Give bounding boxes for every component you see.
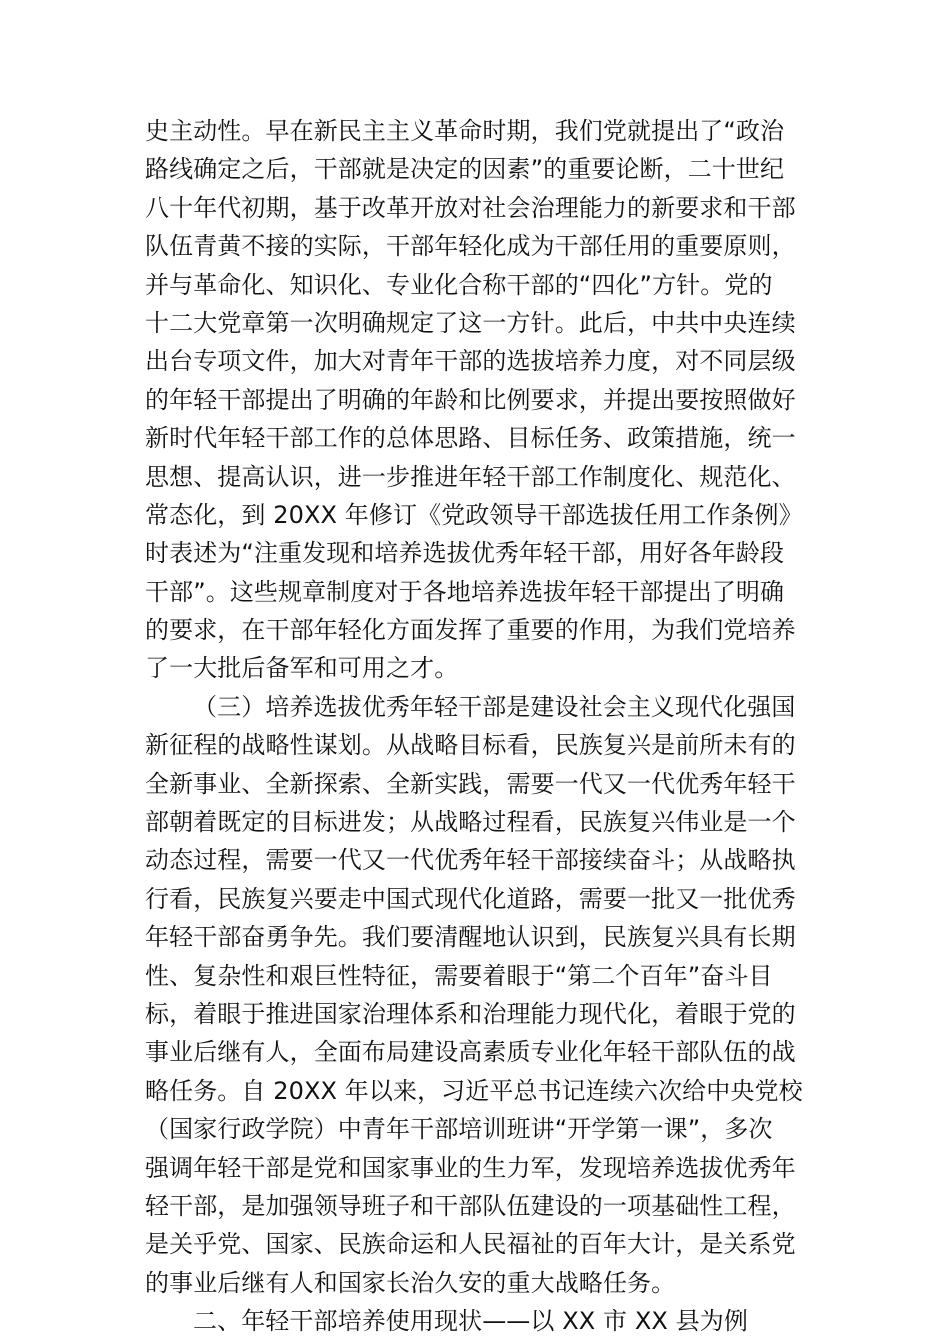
- paragraph-line: 全新事业、全新探索、全新实践，需要一代又一代优秀年轻干: [145, 769, 796, 798]
- paragraph-line: 动态过程，需要一代又一代优秀年轻干部接续奋斗；从战略执: [145, 846, 796, 875]
- paragraph-line: 的要求，在干部年轻化方面发挥了重要的作用，为我们党培养: [145, 616, 796, 645]
- paragraph-line: 标，着眼于推进国家治理体系和治理能力现代化，着眼于党的: [145, 999, 796, 1028]
- paragraph-line: 干部”。这些规章制度对于各地培养选拔年轻干部提出了明确: [145, 577, 785, 606]
- paragraph-line: 新时代年轻干部工作的总体思路、目标任务、政策措施，统一: [145, 424, 796, 453]
- paragraph-line: 事业后继有人，全面布局建设高素质专业化年轻干部队伍的战: [145, 1038, 796, 1067]
- paragraph-line: 史主动性。早在新民主主义革命时期，我们党就提出了“政治: [145, 117, 785, 145]
- paragraph-line: 了一大批后备军和可用之才。: [145, 654, 459, 683]
- paragraph-line: 的事业后继有人和国家长治久安的重大战略任务。: [145, 1268, 676, 1297]
- paragraph-line: 的年轻干部提出了明确的年龄和比例要求，并提出要按照做好: [145, 385, 796, 414]
- paragraph-line: 十二大党章第一次明确规定了这一方针。此后，中共中央连续: [145, 308, 796, 337]
- paragraph-line: 强调年轻干部是党和国家事业的生力军，发现培养选拔优秀年: [145, 1153, 796, 1182]
- section-3-first-line: （三）培养选拔优秀年轻干部是建设社会主义现代化强国: [193, 692, 796, 721]
- paragraph-line: 并与革命化、知识化、专业化合称干部的“四化”方针。党的: [145, 270, 773, 299]
- paragraph-line: 性、复杂性和艰巨性特征，需要着眼于“第二个百年”奋斗目: [145, 961, 773, 990]
- paragraph-line: 出台专项文件，加大对青年干部的选拔培养力度，对不同层级: [145, 347, 796, 376]
- paragraph-line: （国家行政学院）中青年干部培训班讲“开学第一课”，多次: [145, 1115, 773, 1144]
- paragraph-line: 八十年代初期，基于改革开放对社会治理能力的新要求和干部: [145, 193, 796, 222]
- paragraph-line: 行看，民族复兴要走中国式现代化道路，需要一批又一批优秀: [145, 884, 796, 913]
- paragraph-line: 常态化，到 20XX 年修订《党政领导干部选拔任用工作条例》: [145, 500, 803, 529]
- paragraph-line: 思想、提高认识，进一步推进年轻干部工作制度化、规范化、: [145, 462, 796, 491]
- paragraph-line: 新征程的战略性谋划。从战略目标看，民族复兴是前所未有的: [145, 731, 796, 760]
- section-heading: 二、年轻干部培养使用现状——以 XX 市 XX 县为例: [193, 1307, 748, 1336]
- paragraph-line: 略任务。自 20XX 年以来，习近平总书记连续六次给中央党校: [145, 1076, 803, 1105]
- paragraph-line: 队伍青黄不接的实际，干部年轻化成为干部任用的重要原则，: [145, 232, 796, 261]
- paragraph-line: 路线确定之后，干部就是决定的因素”的重要论断，二十世纪: [145, 155, 785, 184]
- paragraph-line: 部朝着既定的目标进发；从战略过程看，民族复兴伟业是一个: [145, 808, 796, 837]
- paragraph-line: 轻干部，是加强领导班子和干部队伍建设的一项基础性工程，: [145, 1191, 796, 1220]
- paragraph-line: 年轻干部奋勇争先。我们要清醒地认识到，民族复兴具有长期: [145, 923, 796, 952]
- paragraph-line: 是关乎党、国家、民族命运和人民福祉的百年大计，是关系党: [145, 1230, 796, 1259]
- body-text: [145, 112, 825, 1341]
- paragraph-line: 时表述为“注重发现和培养选拔优秀年轻干部，用好各年龄段: [145, 539, 785, 568]
